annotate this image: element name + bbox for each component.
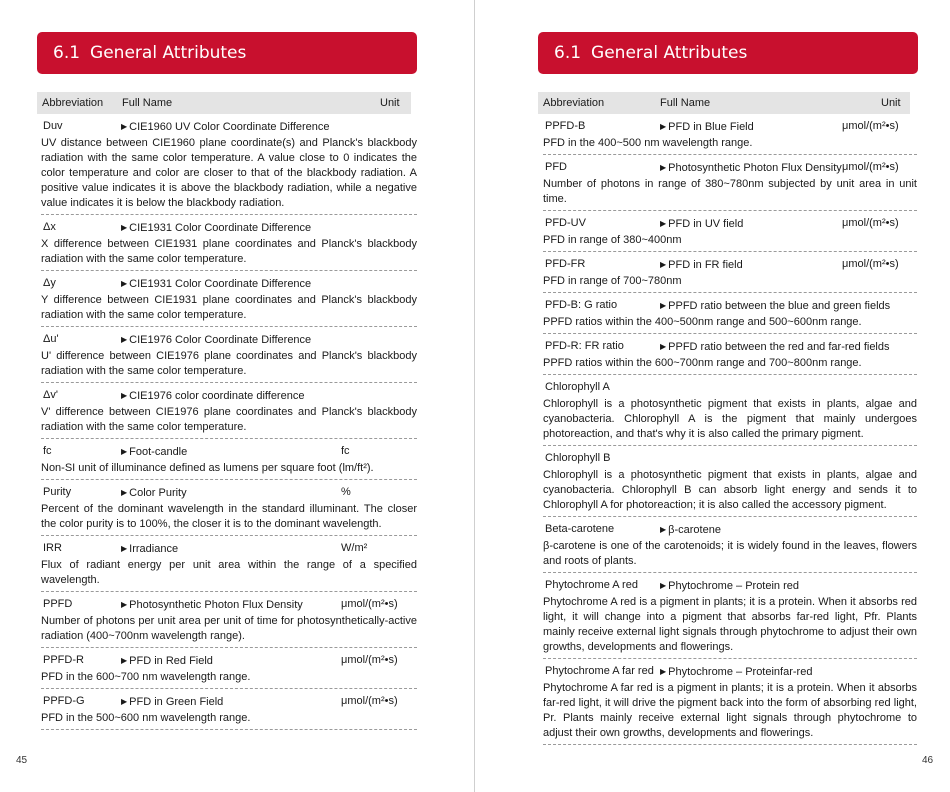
entry-full-name: Color Purity: [129, 487, 187, 499]
glossary-entry: [41, 439, 417, 480]
entry-abbreviation: Duv: [43, 120, 63, 132]
glossary-entry: [543, 293, 917, 334]
triangle-bullet-icon: ▶: [121, 122, 128, 131]
triangle-bullet-icon: ▶: [660, 163, 667, 172]
entry-abbreviation: PPFD: [43, 598, 73, 610]
entry-abbreviation: Δv': [43, 389, 58, 401]
section-title: General Attributes: [591, 43, 748, 63]
glossary-entry: [41, 327, 417, 383]
glossary-entry: [41, 114, 417, 215]
entry-unit: μmol/(m²•s): [842, 217, 899, 229]
entry-full-name: PFD in Green Field: [129, 696, 224, 708]
section-title: General Attributes: [90, 43, 247, 63]
entry-row: [41, 484, 417, 501]
triangle-bullet-icon: ▶: [660, 260, 667, 269]
header-unit: Unit: [380, 97, 400, 109]
entry-full-name-wrap: [121, 693, 223, 711]
entry-full-name: CIE1976 color coordinate difference: [129, 390, 305, 402]
entry-description: Percent of the dominant wavelength in the standard illuminant. The closer the color purity is to 100%, the closer it is to the dominant wavelength.: [41, 503, 417, 530]
header-unit: Unit: [881, 97, 901, 109]
entry-row: [41, 387, 417, 404]
entry-abbreviation: Δy: [43, 277, 56, 289]
entry-full-name-wrap: [121, 484, 187, 502]
entry-description: UV distance between CIE1960 plane coordinate(s) and Planck's blackbody radiation with the same color temperature. A value close to 0 indicates the color temperature and color are closer to that of the blackbody radiation. A positive value indicates it is above the blackbody radiation, while a negative value indicates it is below the blackbody radiation.: [41, 137, 417, 209]
entry-abbreviation: Phytochrome A far red: [545, 665, 654, 677]
triangle-bullet-icon: ▶: [121, 656, 128, 665]
entry-description: V' difference between CIE1976 plane coordinates and Planck's blackbody radiation with the same color temperature.: [41, 406, 417, 433]
entry-unit: μmol/(m²•s): [341, 695, 398, 707]
entry-row: [543, 379, 917, 396]
glossary-entry: [543, 155, 917, 211]
entry-row: [41, 118, 417, 135]
glossary-entry: [543, 252, 917, 293]
triangle-bullet-icon: ▶: [121, 279, 128, 288]
entry-full-name: CIE1976 Color Coordinate Difference: [129, 334, 312, 346]
entry-full-name: CIE1931 Color Coordinate Difference: [129, 222, 312, 234]
entry-abbreviation: Chlorophyll B: [545, 452, 611, 464]
entry-full-name: Irradiance: [129, 543, 179, 555]
entry-full-name-wrap: [660, 118, 754, 136]
entry-abbreviation: Purity: [43, 486, 72, 498]
entry-abbreviation: PFD: [545, 161, 567, 173]
entry-row: [41, 540, 417, 557]
entry-unit: μmol/(m²•s): [842, 161, 899, 173]
page-number: 45: [16, 755, 28, 766]
entry-abbreviation: fc: [43, 445, 52, 457]
glossary-entry: [41, 592, 417, 648]
entry-description: PPFD ratios within the 600~700nm range and 700~800nm range.: [543, 357, 862, 369]
entry-unit: μmol/(m²•s): [341, 598, 398, 610]
entry-full-name-wrap: [121, 331, 311, 349]
glossary-entry: [41, 648, 417, 689]
entry-full-name-wrap: [660, 663, 812, 681]
entry-description: Chlorophyll is a photosynthetic pigment that exists in plants, algae and cyanobacteria. Chlorophyll B can absorb light energy and sends it to Chlorophyll A for photoreaction; it is also called the accessory pigment.: [543, 469, 917, 511]
triangle-bullet-icon: ▶: [660, 122, 667, 131]
triangle-bullet-icon: ▶: [121, 447, 128, 456]
entry-abbreviation: PFD-B: G ratio: [545, 299, 618, 311]
header-full-name: Full Name: [122, 97, 173, 109]
glossary-entry: [543, 375, 917, 446]
triangle-bullet-icon: ▶: [660, 667, 667, 676]
header-abbreviation: Abbreviation: [42, 97, 104, 109]
entry-full-name: β-carotene: [668, 524, 721, 536]
entry-unit: %: [341, 486, 351, 498]
entry-full-name: PPFD ratio between the blue and green fields: [668, 300, 891, 312]
triangle-bullet-icon: ▶: [660, 581, 667, 590]
entry-full-name-wrap: [121, 596, 303, 614]
glossary-list: [41, 114, 417, 730]
triangle-bullet-icon: ▶: [660, 219, 667, 228]
entry-full-name-wrap: [660, 159, 842, 177]
triangle-bullet-icon: ▶: [121, 335, 128, 344]
entry-description: Flux of radiant energy per unit area within the range of a specified wavelength.: [41, 559, 417, 586]
entry-description: X difference between CIE1931 plane coordinates and Planck's blackbody radiation with the same color temperature.: [41, 238, 417, 265]
entry-abbreviation: Chlorophyll A: [545, 381, 610, 393]
entry-full-name-wrap: [121, 443, 187, 461]
glossary-entry: [41, 689, 417, 730]
entry-abbreviation: Beta-carotene: [545, 523, 615, 535]
entry-abbreviation: PFD-UV: [545, 217, 586, 229]
entry-full-name-wrap: [121, 118, 330, 136]
entry-row: [41, 596, 417, 613]
glossary-entry: [543, 334, 917, 375]
entry-full-name: Phytochrome – Proteinfar-red: [668, 666, 813, 678]
glossary-entry: [543, 659, 917, 745]
entry-row: [543, 215, 917, 232]
entry-full-name: Photosynthetic Photon Flux Density: [129, 599, 303, 611]
entry-full-name-wrap: [660, 338, 890, 356]
entry-row: [543, 450, 917, 467]
entry-full-name: PFD in Red Field: [129, 655, 213, 667]
glossary-entry: [543, 114, 917, 155]
entry-description: Phytochrome A far red is a pigment in plants; it is a protein. When it absorbs far-red light, it will drive the pigment back into the form of absorbing red light, Pr. Plants mainly receive external light signals through phytochrome to adjust their own growths, developments and flowerings.: [543, 682, 917, 739]
entry-description: PFD in the 500~600 nm wavelength range.: [41, 712, 251, 724]
triangle-bullet-icon: ▶: [121, 697, 128, 706]
entry-unit: μmol/(m²•s): [842, 258, 899, 270]
entry-full-name-wrap: [121, 219, 311, 237]
entry-description: Number of photons per unit area per unit of time for photosynthetically-active radiation (400~700nm wavelength range).: [41, 615, 417, 642]
glossary-entry: [41, 536, 417, 592]
glossary-entry: [543, 517, 917, 573]
entry-row: [41, 652, 417, 669]
glossary-entry: [543, 573, 917, 659]
entry-row: [543, 118, 917, 135]
triangle-bullet-icon: ▶: [660, 342, 667, 351]
entry-description: β-carotene is one of the carotenoids; it is widely found in the leaves, flowers and roots of plants.: [543, 540, 917, 567]
entry-abbreviation: PFD-R: FR ratio: [545, 340, 624, 352]
entry-unit: W/m²: [341, 542, 368, 554]
entry-abbreviation: PPFD-B: [545, 120, 586, 132]
page-number: 46: [922, 755, 934, 766]
entry-row: [543, 663, 917, 680]
entry-full-name: CIE1931 Color Coordinate Difference: [129, 278, 312, 290]
entry-abbreviation: Δu': [43, 333, 59, 345]
entry-full-name: PFD in Blue Field: [668, 121, 754, 133]
entry-description: PFD in the 400~500 nm wavelength range.: [543, 137, 753, 149]
entry-abbreviation: Phytochrome A red: [545, 579, 638, 591]
entry-row: [543, 297, 917, 314]
entry-abbreviation: Δx: [43, 221, 56, 233]
entry-full-name-wrap: [121, 652, 213, 670]
triangle-bullet-icon: ▶: [121, 391, 128, 400]
header-full-name: Full Name: [660, 97, 711, 109]
glossary-entry: [41, 383, 417, 439]
entry-full-name-wrap: [121, 387, 304, 405]
glossary-entry: [543, 211, 917, 252]
entry-abbreviation: IRR: [43, 542, 62, 554]
entry-full-name-wrap: [121, 275, 311, 293]
entry-full-name-wrap: [121, 540, 178, 558]
glossary-entry: [41, 480, 417, 536]
triangle-bullet-icon: ▶: [660, 525, 667, 534]
entry-description: PFD in range of 700~780nm: [543, 275, 682, 287]
entry-full-name: CIE1960 UV Color Coordinate Difference: [129, 121, 330, 133]
entry-full-name-wrap: [660, 297, 890, 315]
entry-unit: fc: [341, 445, 350, 457]
table-header: [538, 92, 910, 114]
entry-row: [41, 219, 417, 236]
entry-full-name-wrap: [660, 256, 743, 274]
entry-description: Chlorophyll is a photosynthetic pigment that exists in plants, algae and cyanobacteria. Chlorophyll A is the pigment that mainly undergoes photoreaction, and that's why it is also called the primary pigment.: [543, 398, 917, 440]
entry-full-name: Foot-candle: [129, 446, 188, 458]
entry-full-name: PFD in FR field: [668, 259, 743, 271]
entry-description: PPFD ratios within the 400~500nm range and 500~600nm range.: [543, 316, 862, 328]
entry-row: [41, 275, 417, 292]
entry-description: U' difference between CIE1976 plane coordinates and Planck's blackbody radiation with the same color temperature.: [41, 350, 417, 377]
entry-row: [543, 159, 917, 176]
entry-description: Number of photons in range of 380~780nm subjected by unit area in unit time.: [543, 178, 917, 205]
section-number: 6.1: [554, 43, 582, 63]
entry-description: Y difference between CIE1931 plane coordinates and Planck's blackbody radiation with the same color temperature.: [41, 294, 417, 321]
entry-unit: μmol/(m²•s): [341, 654, 398, 666]
entry-full-name: Phytochrome – Protein red: [668, 580, 800, 592]
triangle-bullet-icon: ▶: [121, 488, 128, 497]
entry-description: PFD in the 600~700 nm wavelength range.: [41, 671, 251, 683]
glossary-entry: [543, 446, 917, 517]
glossary-list: [543, 114, 917, 745]
glossary-entry: [41, 271, 417, 327]
triangle-bullet-icon: ▶: [660, 301, 667, 310]
header-abbreviation: Abbreviation: [543, 97, 605, 109]
entry-full-name: Photosynthetic Photon Flux Density: [668, 162, 842, 174]
entry-full-name: PFD in UV field: [668, 218, 744, 230]
triangle-bullet-icon: ▶: [121, 223, 128, 232]
entry-full-name: PPFD ratio between the red and far-red fields: [668, 341, 890, 353]
entry-row: [41, 443, 417, 460]
entry-row: [41, 693, 417, 710]
entry-row: [543, 256, 917, 273]
section-number: 6.1: [53, 43, 81, 63]
triangle-bullet-icon: ▶: [121, 544, 128, 553]
entry-abbreviation: PFD-FR: [545, 258, 586, 270]
triangle-bullet-icon: ▶: [121, 600, 128, 609]
entry-description: Non-SI unit of illuminance defined as lumens per square foot (lm/ft²).: [41, 462, 374, 474]
section-banner: [538, 32, 918, 74]
entry-full-name-wrap: [660, 215, 743, 233]
entry-full-name-wrap: [660, 577, 799, 595]
table-header: [37, 92, 411, 114]
left-page: [0, 0, 474, 792]
entry-row: [543, 577, 917, 594]
entry-abbreviation: PPFD-G: [43, 695, 85, 707]
section-banner: [37, 32, 417, 74]
entry-row: [543, 521, 917, 538]
entry-unit: μmol/(m²•s): [842, 120, 899, 132]
entry-full-name-wrap: [660, 521, 721, 539]
entry-abbreviation: PPFD-R: [43, 654, 84, 666]
entry-description: Phytochrome A red is a pigment in plants; it is a protein. When it absorbs red light, it will change into a pigment that absorbs far-red light, Pfr. Plants mainly receive external light signals through phytochrome to adjust their own growths, developments and flowerings.: [543, 596, 917, 653]
entry-row: [543, 338, 917, 355]
glossary-entry: [41, 215, 417, 271]
entry-description: PFD in range of 380~400nm: [543, 234, 682, 246]
entry-row: [41, 331, 417, 348]
